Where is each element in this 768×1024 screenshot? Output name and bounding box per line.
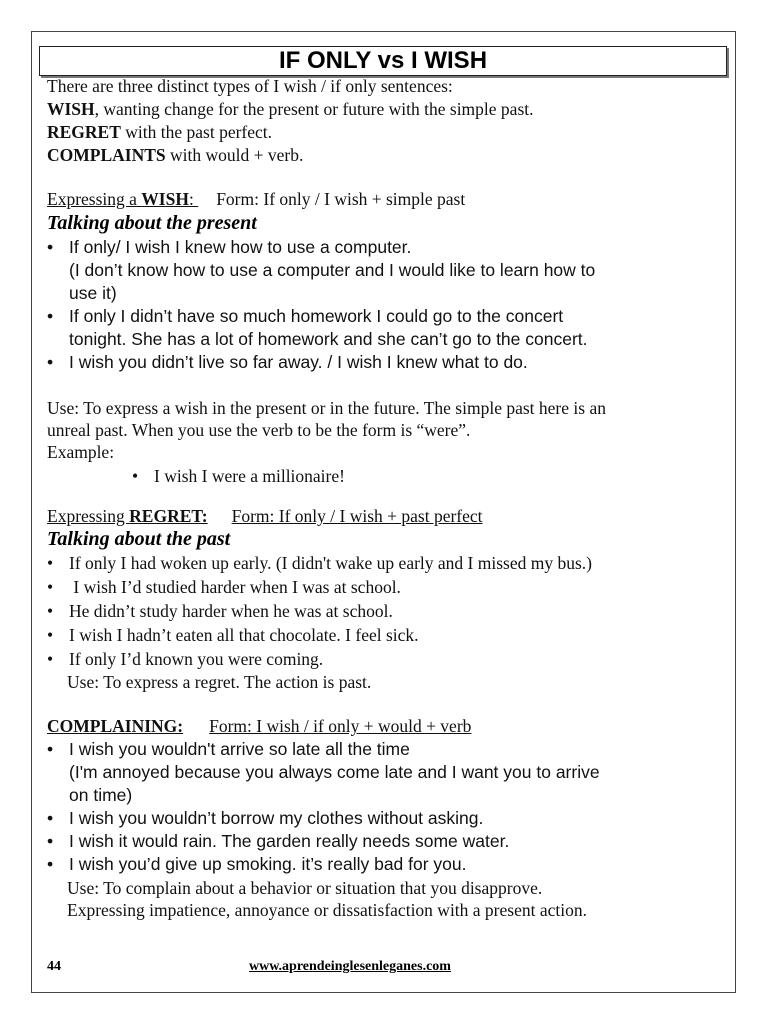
wish-bullet-1-cont: (I don’t know how to use a computer and I would like to learn how to (69, 260, 596, 280)
complain-bullet-1-cont: (I'm annoyed because you always come late and I want you to arrive (69, 762, 600, 782)
wish-use-1: Use: To express a wish in the present or in the future. The simple past here is an (47, 398, 606, 418)
regret-heading: Talking about the past (47, 528, 231, 550)
intro-wish: WISH, wanting change for the present or future with the simple past. (47, 99, 534, 119)
complain-bullet-1-cont2: on time) (69, 785, 133, 805)
page-number: 44 (47, 959, 61, 974)
wish-bullet-3: • I wish you didn’t live so far away. / I wish I knew what to do. (47, 352, 528, 372)
wish-bullet-1-cont2: use it) (69, 283, 117, 303)
regret-section-label: Expressing REGRET: Form: If only / I wish + past perfect (47, 506, 483, 526)
intro-line: There are three distinct types of I wish / if only sentences: (47, 76, 453, 96)
regret-use: Use: To express a regret. The action is past. (67, 672, 372, 692)
wish-use-2: unreal past. When you use the verb to be the form is “were”. (47, 420, 471, 440)
wish-bullet-1: • If only/ I wish I knew how to use a computer. (47, 237, 412, 257)
regret-item-4: • I wish I hadn’t eaten all that chocolate. I feel sick. (47, 625, 419, 645)
complain-bullet-1: • I wish you wouldn't arrive so late all the time (47, 739, 410, 759)
wish-example: • I wish I were a millionaire! (132, 466, 345, 486)
wish-bullet-2: • If only I didn’t have so much homework I could go to the concert (47, 306, 564, 326)
regret-item-5: • If only I’d known you were coming. (47, 649, 324, 669)
complain-bullet-4: • I wish you’d give up smoking. it’s really bad for you. (47, 854, 467, 874)
regret-item-2: • I wish I’d studied harder when I was at school. (47, 577, 401, 597)
intro-complaints: COMPLAINTS with would + verb. (47, 145, 304, 165)
wish-section-label: Expressing a WISH: Form: If only / I wish + simple past (47, 189, 466, 209)
wish-heading: Talking about the present (47, 212, 257, 234)
complain-section-label: COMPLAINING: Form: I wish / if only + would + verb (47, 716, 472, 736)
wish-bullet-2-cont: tonight. She has a lot of homework and she can’t go to the concert. (69, 329, 588, 349)
intro-regret: REGRET with the past perfect. (47, 122, 273, 142)
wish-example-label: Example: (47, 442, 115, 462)
regret-item-3: • He didn’t study harder when he was at school. (47, 601, 393, 621)
page-title: IF ONLY vs I WISH (39, 46, 727, 76)
complain-use-1: Use: To complain about a behavior or situation that you disapprove. (67, 878, 543, 898)
complain-bullet-2: • I wish you wouldn’t borrow my clothes without asking. (47, 808, 484, 828)
complain-bullet-3: • I wish it would rain. The garden really needs some water. (47, 831, 510, 851)
regret-item-1: • If only I had woken up early. (I didn't wake up early and I missed my bus.) (47, 553, 592, 573)
complain-use-2: Expressing impatience, annoyance or dissatisfaction with a present action. (67, 900, 587, 920)
website-link[interactable]: www.aprendeinglesenleganes.com (249, 959, 451, 974)
